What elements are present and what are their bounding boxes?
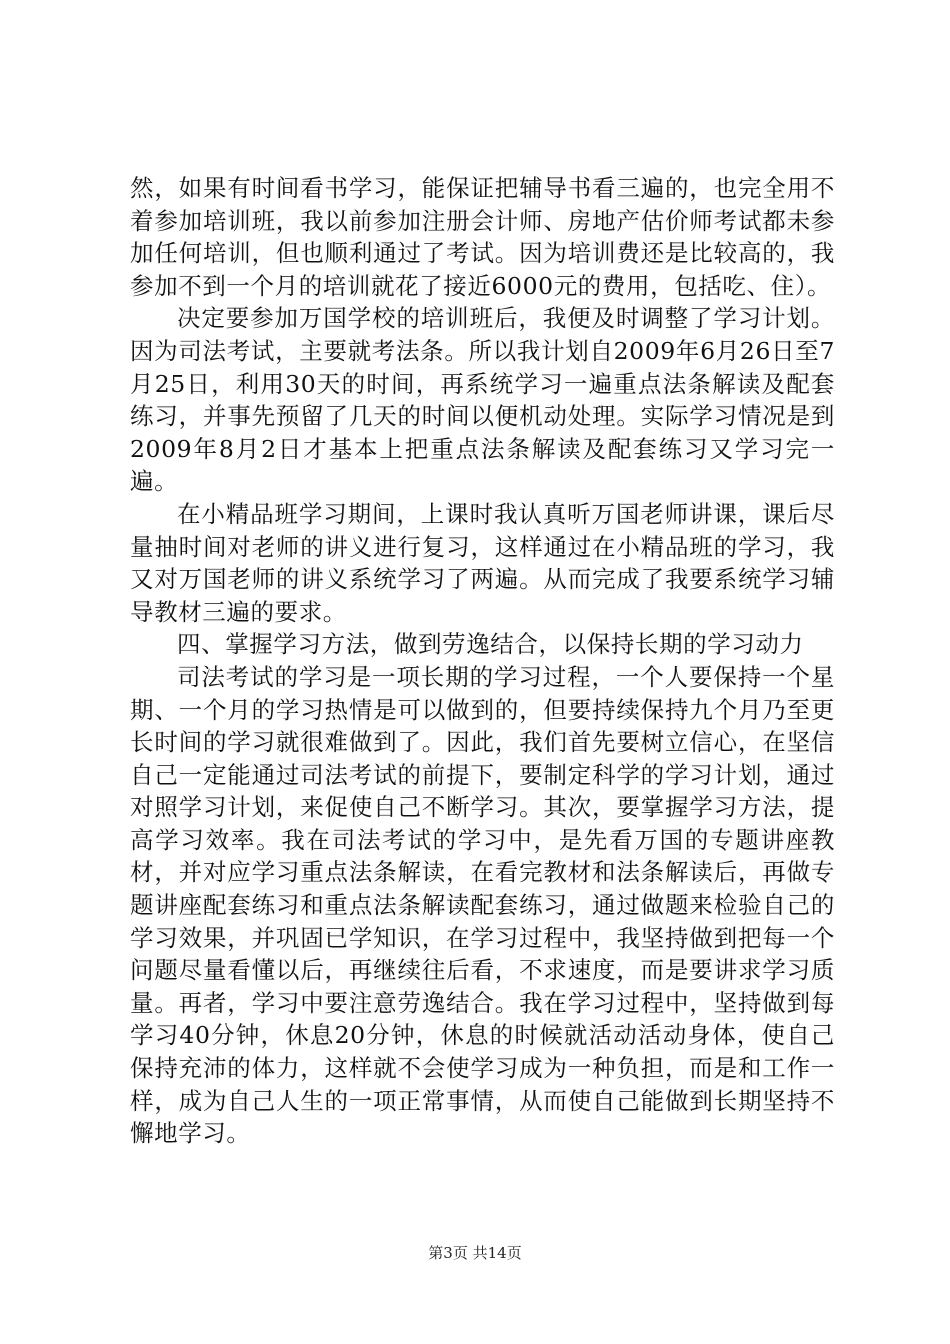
paragraph-3: 在小精品班学习期间，上课时我认真听万国老师讲课，课后尽量抽时间对老师的讲义进行复习，这样通过在小精品班的学习，我又对万国老师的讲义系统学习了两遍。从而完成了我要系统学习辅导教材三遍的要求。 bbox=[130, 499, 835, 626]
paragraph-1: 然，如果有时间看书学习，能保证把辅导书看三遍的，也完全用不着参加培训班，我以前参加注册会计师、房地产估价师考试都未参加任何培训，但也顺利通过了考试。因为培训费还是比较高的，我参加不到一个月的培训就花了接近6000元的费用，包括吃、住）。 bbox=[130, 174, 835, 300]
section-heading-four: 四、掌握学习方法，做到劳逸结合，以保持长期的学习动力 bbox=[177, 630, 804, 659]
paragraph-2: 决定要参加万国学校的培训班后，我便及时调整了学习计划。因为司法考试，主要就考法条。所以我计划自2009年6月26日至7月25日，利用30天的时间，再系统学习一遍重点法条解读及配套练习，并事先预留了几天的时间以便机动处理。实际学习情况是到2009年8月2日才基本上把重点法条解读及配套练习又学习完一遍。 bbox=[130, 304, 835, 496]
page-footer bbox=[0, 1243, 950, 1263]
page-number-label: 第3页 共14页 bbox=[428, 1244, 522, 1262]
paragraph-5: 司法考试的学习是一项长期的学习过程，一个人要保持一个星期、一个月的学习热情是可以做到的，但要持续保持九个月乃至更长时间的学习就很难做到了。因此，我们首先要树立信心，在坚信自己一定能通过司法考试的前提下，要制定科学的学习计划，通过对照学习计划，来促使自己不断学习。其次，要掌握学习方法，提高学习效率。我在司法考试的学习中，是先看万国的专题讲座教材，并对应学习重点法条解读，在看完教材和法条解读后，再做专题讲座配套练习和重点法条解读配套练习，通过做题来检验自己的学习效果，并巩固已学知识，在学习过程中，我坚持做到把每一个问题尽量看懂以后，再继续往后看，不求速度，而是要讲求学习质量。再者，学习中要注意劳逸结合。我在学习过程中，坚持做到每学习40分钟，休息20分钟，休息的时候就活动活动身体，使自己保持充沛的体力，这样就不会使学习成为一种负担，而是和工作一样，成为自己人生的一项正常事情，从而使自己能做到长期坚持不懈地学习。 bbox=[130, 662, 835, 1148]
document-body bbox=[130, 172, 835, 1150]
